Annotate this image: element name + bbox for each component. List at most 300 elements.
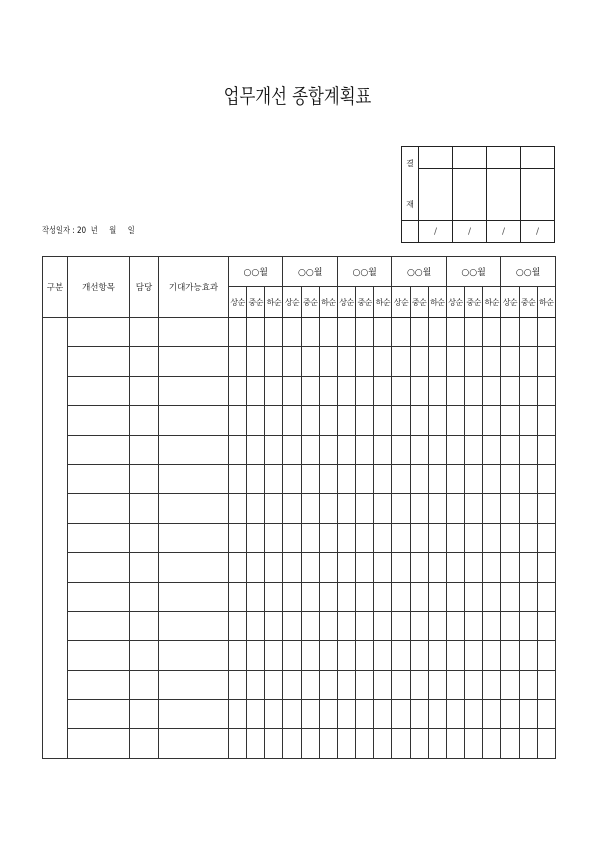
schedule-cell[interactable]: [283, 494, 301, 523]
schedule-cell[interactable]: [301, 435, 319, 464]
schedule-cell[interactable]: [337, 729, 355, 758]
schedule-cell[interactable]: [319, 523, 337, 552]
schedule-cell[interactable]: [283, 611, 301, 640]
schedule-cell[interactable]: [428, 670, 446, 699]
schedule-cell[interactable]: [337, 641, 355, 670]
schedule-cell[interactable]: [283, 376, 301, 405]
schedule-cell[interactable]: [337, 376, 355, 405]
schedule-cell[interactable]: [501, 406, 519, 435]
item-cell[interactable]: [68, 406, 130, 435]
schedule-cell[interactable]: [319, 729, 337, 758]
schedule-cell[interactable]: [319, 435, 337, 464]
schedule-cell[interactable]: [519, 318, 537, 347]
schedule-cell[interactable]: [229, 729, 247, 758]
schedule-cell[interactable]: [501, 318, 519, 347]
schedule-cell[interactable]: [301, 376, 319, 405]
approval-date-cell[interactable]: /: [453, 221, 487, 243]
schedule-cell[interactable]: [374, 376, 392, 405]
item-cell[interactable]: [68, 376, 130, 405]
owner-cell[interactable]: [130, 376, 159, 405]
approval-date-cell[interactable]: /: [419, 221, 453, 243]
schedule-cell[interactable]: [537, 523, 555, 552]
schedule-cell[interactable]: [483, 318, 501, 347]
schedule-cell[interactable]: [501, 376, 519, 405]
approval-sign-cell[interactable]: [487, 169, 521, 221]
schedule-cell[interactable]: [301, 611, 319, 640]
schedule-cell[interactable]: [319, 494, 337, 523]
approval-date-cell[interactable]: /: [521, 221, 555, 243]
schedule-cell[interactable]: [501, 641, 519, 670]
item-cell[interactable]: [68, 464, 130, 493]
schedule-cell[interactable]: [247, 582, 265, 611]
schedule-cell[interactable]: [410, 670, 428, 699]
schedule-cell[interactable]: [392, 641, 410, 670]
schedule-cell[interactable]: [501, 523, 519, 552]
schedule-cell[interactable]: [446, 523, 464, 552]
schedule-cell[interactable]: [537, 435, 555, 464]
schedule-cell[interactable]: [410, 523, 428, 552]
schedule-cell[interactable]: [337, 553, 355, 582]
owner-cell[interactable]: [130, 347, 159, 376]
schedule-cell[interactable]: [283, 641, 301, 670]
owner-cell[interactable]: [130, 611, 159, 640]
schedule-cell[interactable]: [501, 729, 519, 758]
schedule-cell[interactable]: [392, 318, 410, 347]
schedule-cell[interactable]: [392, 611, 410, 640]
schedule-cell[interactable]: [428, 435, 446, 464]
schedule-cell[interactable]: [356, 700, 374, 729]
schedule-cell[interactable]: [319, 641, 337, 670]
schedule-cell[interactable]: [519, 376, 537, 405]
schedule-cell[interactable]: [374, 435, 392, 464]
schedule-cell[interactable]: [265, 523, 283, 552]
schedule-cell[interactable]: [374, 318, 392, 347]
schedule-cell[interactable]: [483, 435, 501, 464]
schedule-cell[interactable]: [519, 729, 537, 758]
schedule-cell[interactable]: [537, 406, 555, 435]
schedule-cell[interactable]: [428, 347, 446, 376]
schedule-cell[interactable]: [537, 318, 555, 347]
schedule-cell[interactable]: [446, 318, 464, 347]
schedule-cell[interactable]: [247, 435, 265, 464]
schedule-cell[interactable]: [229, 406, 247, 435]
schedule-cell[interactable]: [519, 641, 537, 670]
schedule-cell[interactable]: [465, 729, 483, 758]
schedule-cell[interactable]: [392, 464, 410, 493]
schedule-cell[interactable]: [446, 406, 464, 435]
schedule-cell[interactable]: [356, 494, 374, 523]
schedule-cell[interactable]: [265, 494, 283, 523]
schedule-cell[interactable]: [392, 376, 410, 405]
schedule-cell[interactable]: [319, 406, 337, 435]
owner-cell[interactable]: [130, 641, 159, 670]
schedule-cell[interactable]: [410, 700, 428, 729]
approval-title-cell[interactable]: [487, 147, 521, 169]
owner-cell[interactable]: [130, 582, 159, 611]
item-cell[interactable]: [68, 641, 130, 670]
schedule-cell[interactable]: [483, 376, 501, 405]
schedule-cell[interactable]: [283, 435, 301, 464]
schedule-cell[interactable]: [483, 406, 501, 435]
schedule-cell[interactable]: [483, 553, 501, 582]
schedule-cell[interactable]: [501, 611, 519, 640]
schedule-cell[interactable]: [265, 611, 283, 640]
schedule-cell[interactable]: [319, 700, 337, 729]
effect-cell[interactable]: [159, 435, 229, 464]
approval-title-cell[interactable]: [419, 147, 453, 169]
schedule-cell[interactable]: [337, 318, 355, 347]
schedule-cell[interactable]: [537, 611, 555, 640]
schedule-cell[interactable]: [465, 376, 483, 405]
schedule-cell[interactable]: [283, 523, 301, 552]
schedule-cell[interactable]: [265, 347, 283, 376]
schedule-cell[interactable]: [374, 670, 392, 699]
schedule-cell[interactable]: [537, 641, 555, 670]
schedule-cell[interactable]: [265, 406, 283, 435]
schedule-cell[interactable]: [519, 464, 537, 493]
schedule-cell[interactable]: [519, 406, 537, 435]
schedule-cell[interactable]: [229, 553, 247, 582]
effect-cell[interactable]: [159, 641, 229, 670]
schedule-cell[interactable]: [265, 641, 283, 670]
schedule-cell[interactable]: [446, 670, 464, 699]
schedule-cell[interactable]: [229, 494, 247, 523]
schedule-cell[interactable]: [446, 729, 464, 758]
approval-sign-cell[interactable]: [521, 169, 555, 221]
schedule-cell[interactable]: [519, 494, 537, 523]
schedule-cell[interactable]: [319, 611, 337, 640]
schedule-cell[interactable]: [446, 582, 464, 611]
schedule-cell[interactable]: [301, 523, 319, 552]
schedule-cell[interactable]: [465, 435, 483, 464]
schedule-cell[interactable]: [301, 670, 319, 699]
item-cell[interactable]: [68, 494, 130, 523]
schedule-cell[interactable]: [265, 464, 283, 493]
schedule-cell[interactable]: [374, 464, 392, 493]
schedule-cell[interactable]: [428, 523, 446, 552]
schedule-cell[interactable]: [247, 376, 265, 405]
schedule-cell[interactable]: [319, 347, 337, 376]
effect-cell[interactable]: [159, 376, 229, 405]
schedule-cell[interactable]: [337, 670, 355, 699]
schedule-cell[interactable]: [483, 347, 501, 376]
schedule-cell[interactable]: [483, 700, 501, 729]
schedule-cell[interactable]: [537, 347, 555, 376]
item-cell[interactable]: [68, 553, 130, 582]
schedule-cell[interactable]: [465, 318, 483, 347]
schedule-cell[interactable]: [537, 553, 555, 582]
schedule-cell[interactable]: [392, 523, 410, 552]
schedule-cell[interactable]: [301, 318, 319, 347]
schedule-cell[interactable]: [265, 435, 283, 464]
schedule-cell[interactable]: [229, 700, 247, 729]
schedule-cell[interactable]: [483, 464, 501, 493]
schedule-cell[interactable]: [410, 553, 428, 582]
schedule-cell[interactable]: [356, 729, 374, 758]
schedule-cell[interactable]: [465, 464, 483, 493]
schedule-cell[interactable]: [374, 582, 392, 611]
schedule-cell[interactable]: [265, 729, 283, 758]
schedule-cell[interactable]: [337, 582, 355, 611]
schedule-cell[interactable]: [392, 494, 410, 523]
schedule-cell[interactable]: [229, 318, 247, 347]
effect-cell[interactable]: [159, 464, 229, 493]
schedule-cell[interactable]: [356, 611, 374, 640]
schedule-cell[interactable]: [229, 464, 247, 493]
schedule-cell[interactable]: [410, 582, 428, 611]
schedule-cell[interactable]: [501, 464, 519, 493]
item-cell[interactable]: [68, 582, 130, 611]
schedule-cell[interactable]: [392, 553, 410, 582]
schedule-cell[interactable]: [501, 435, 519, 464]
schedule-cell[interactable]: [392, 406, 410, 435]
schedule-cell[interactable]: [356, 406, 374, 435]
effect-cell[interactable]: [159, 406, 229, 435]
schedule-cell[interactable]: [519, 553, 537, 582]
schedule-cell[interactable]: [356, 670, 374, 699]
schedule-cell[interactable]: [337, 523, 355, 552]
schedule-cell[interactable]: [229, 670, 247, 699]
schedule-cell[interactable]: [410, 611, 428, 640]
schedule-cell[interactable]: [247, 641, 265, 670]
schedule-cell[interactable]: [446, 641, 464, 670]
schedule-cell[interactable]: [483, 494, 501, 523]
schedule-cell[interactable]: [337, 464, 355, 493]
schedule-cell[interactable]: [446, 494, 464, 523]
owner-cell[interactable]: [130, 318, 159, 347]
schedule-cell[interactable]: [356, 376, 374, 405]
schedule-cell[interactable]: [483, 729, 501, 758]
schedule-cell[interactable]: [229, 435, 247, 464]
owner-cell[interactable]: [130, 700, 159, 729]
schedule-cell[interactable]: [392, 700, 410, 729]
schedule-cell[interactable]: [301, 464, 319, 493]
schedule-cell[interactable]: [247, 523, 265, 552]
schedule-cell[interactable]: [465, 641, 483, 670]
schedule-cell[interactable]: [229, 523, 247, 552]
owner-cell[interactable]: [130, 435, 159, 464]
schedule-cell[interactable]: [374, 406, 392, 435]
schedule-cell[interactable]: [519, 435, 537, 464]
approval-title-cell[interactable]: [521, 147, 555, 169]
schedule-cell[interactable]: [283, 347, 301, 376]
effect-cell[interactable]: [159, 670, 229, 699]
schedule-cell[interactable]: [337, 611, 355, 640]
schedule-cell[interactable]: [392, 670, 410, 699]
approval-sign-cell[interactable]: [419, 169, 453, 221]
schedule-cell[interactable]: [465, 553, 483, 582]
schedule-cell[interactable]: [301, 641, 319, 670]
schedule-cell[interactable]: [265, 582, 283, 611]
schedule-cell[interactable]: [410, 406, 428, 435]
schedule-cell[interactable]: [229, 641, 247, 670]
schedule-cell[interactable]: [428, 318, 446, 347]
schedule-cell[interactable]: [283, 700, 301, 729]
schedule-cell[interactable]: [374, 553, 392, 582]
schedule-cell[interactable]: [247, 406, 265, 435]
schedule-cell[interactable]: [537, 464, 555, 493]
schedule-cell[interactable]: [356, 464, 374, 493]
schedule-cell[interactable]: [301, 553, 319, 582]
schedule-cell[interactable]: [283, 318, 301, 347]
item-cell[interactable]: [68, 670, 130, 699]
schedule-cell[interactable]: [301, 406, 319, 435]
schedule-cell[interactable]: [283, 553, 301, 582]
schedule-cell[interactable]: [265, 700, 283, 729]
effect-cell[interactable]: [159, 700, 229, 729]
schedule-cell[interactable]: [410, 641, 428, 670]
schedule-cell[interactable]: [337, 435, 355, 464]
item-cell[interactable]: [68, 435, 130, 464]
schedule-cell[interactable]: [410, 435, 428, 464]
schedule-cell[interactable]: [483, 641, 501, 670]
effect-cell[interactable]: [159, 494, 229, 523]
schedule-cell[interactable]: [428, 641, 446, 670]
schedule-cell[interactable]: [519, 523, 537, 552]
schedule-cell[interactable]: [519, 582, 537, 611]
schedule-cell[interactable]: [374, 729, 392, 758]
schedule-cell[interactable]: [247, 670, 265, 699]
schedule-cell[interactable]: [465, 406, 483, 435]
schedule-cell[interactable]: [247, 700, 265, 729]
schedule-cell[interactable]: [410, 347, 428, 376]
schedule-cell[interactable]: [283, 406, 301, 435]
schedule-cell[interactable]: [392, 729, 410, 758]
schedule-cell[interactable]: [301, 729, 319, 758]
schedule-cell[interactable]: [283, 464, 301, 493]
schedule-cell[interactable]: [501, 347, 519, 376]
schedule-cell[interactable]: [537, 582, 555, 611]
schedule-cell[interactable]: [229, 582, 247, 611]
owner-cell[interactable]: [130, 670, 159, 699]
schedule-cell[interactable]: [319, 670, 337, 699]
schedule-cell[interactable]: [265, 670, 283, 699]
schedule-cell[interactable]: [446, 553, 464, 582]
schedule-cell[interactable]: [465, 700, 483, 729]
schedule-cell[interactable]: [537, 494, 555, 523]
effect-cell[interactable]: [159, 347, 229, 376]
schedule-cell[interactable]: [465, 582, 483, 611]
schedule-cell[interactable]: [337, 700, 355, 729]
schedule-cell[interactable]: [247, 464, 265, 493]
schedule-cell[interactable]: [537, 670, 555, 699]
schedule-cell[interactable]: [392, 347, 410, 376]
approval-title-cell[interactable]: [453, 147, 487, 169]
schedule-cell[interactable]: [501, 700, 519, 729]
schedule-cell[interactable]: [356, 582, 374, 611]
schedule-cell[interactable]: [519, 611, 537, 640]
schedule-cell[interactable]: [483, 582, 501, 611]
schedule-cell[interactable]: [356, 641, 374, 670]
schedule-cell[interactable]: [465, 611, 483, 640]
schedule-cell[interactable]: [410, 376, 428, 405]
owner-cell[interactable]: [130, 464, 159, 493]
schedule-cell[interactable]: [446, 700, 464, 729]
schedule-cell[interactable]: [446, 611, 464, 640]
effect-cell[interactable]: [159, 553, 229, 582]
effect-cell[interactable]: [159, 523, 229, 552]
schedule-cell[interactable]: [501, 553, 519, 582]
schedule-cell[interactable]: [337, 406, 355, 435]
schedule-cell[interactable]: [247, 347, 265, 376]
schedule-cell[interactable]: [537, 376, 555, 405]
schedule-cell[interactable]: [247, 611, 265, 640]
owner-cell[interactable]: [130, 406, 159, 435]
schedule-cell[interactable]: [283, 670, 301, 699]
schedule-cell[interactable]: [446, 435, 464, 464]
item-cell[interactable]: [68, 523, 130, 552]
schedule-cell[interactable]: [229, 347, 247, 376]
schedule-cell[interactable]: [410, 729, 428, 758]
schedule-cell[interactable]: [301, 582, 319, 611]
schedule-cell[interactable]: [247, 553, 265, 582]
schedule-cell[interactable]: [283, 729, 301, 758]
schedule-cell[interactable]: [483, 523, 501, 552]
schedule-cell[interactable]: [465, 494, 483, 523]
schedule-cell[interactable]: [356, 523, 374, 552]
schedule-cell[interactable]: [428, 582, 446, 611]
schedule-cell[interactable]: [392, 435, 410, 464]
schedule-cell[interactable]: [283, 582, 301, 611]
category-cell[interactable]: [43, 318, 68, 759]
schedule-cell[interactable]: [319, 464, 337, 493]
schedule-cell[interactable]: [337, 347, 355, 376]
schedule-cell[interactable]: [319, 318, 337, 347]
owner-cell[interactable]: [130, 494, 159, 523]
schedule-cell[interactable]: [374, 494, 392, 523]
schedule-cell[interactable]: [428, 376, 446, 405]
schedule-cell[interactable]: [265, 376, 283, 405]
schedule-cell[interactable]: [374, 347, 392, 376]
schedule-cell[interactable]: [356, 347, 374, 376]
schedule-cell[interactable]: [374, 641, 392, 670]
schedule-cell[interactable]: [374, 700, 392, 729]
schedule-cell[interactable]: [501, 670, 519, 699]
schedule-cell[interactable]: [337, 494, 355, 523]
schedule-cell[interactable]: [356, 318, 374, 347]
schedule-cell[interactable]: [410, 318, 428, 347]
schedule-cell[interactable]: [446, 376, 464, 405]
schedule-cell[interactable]: [247, 494, 265, 523]
schedule-cell[interactable]: [410, 494, 428, 523]
schedule-cell[interactable]: [374, 523, 392, 552]
schedule-cell[interactable]: [483, 611, 501, 640]
schedule-cell[interactable]: [319, 376, 337, 405]
item-cell[interactable]: [68, 700, 130, 729]
schedule-cell[interactable]: [501, 494, 519, 523]
schedule-cell[interactable]: [537, 729, 555, 758]
effect-cell[interactable]: [159, 611, 229, 640]
schedule-cell[interactable]: [301, 494, 319, 523]
schedule-cell[interactable]: [374, 611, 392, 640]
schedule-cell[interactable]: [446, 464, 464, 493]
schedule-cell[interactable]: [247, 729, 265, 758]
schedule-cell[interactable]: [428, 611, 446, 640]
schedule-cell[interactable]: [319, 553, 337, 582]
schedule-cell[interactable]: [501, 582, 519, 611]
schedule-cell[interactable]: [465, 347, 483, 376]
schedule-cell[interactable]: [483, 670, 501, 699]
schedule-cell[interactable]: [428, 729, 446, 758]
item-cell[interactable]: [68, 347, 130, 376]
schedule-cell[interactable]: [265, 318, 283, 347]
schedule-cell[interactable]: [319, 582, 337, 611]
owner-cell[interactable]: [130, 553, 159, 582]
schedule-cell[interactable]: [410, 464, 428, 493]
effect-cell[interactable]: [159, 582, 229, 611]
schedule-cell[interactable]: [465, 523, 483, 552]
schedule-cell[interactable]: [428, 464, 446, 493]
